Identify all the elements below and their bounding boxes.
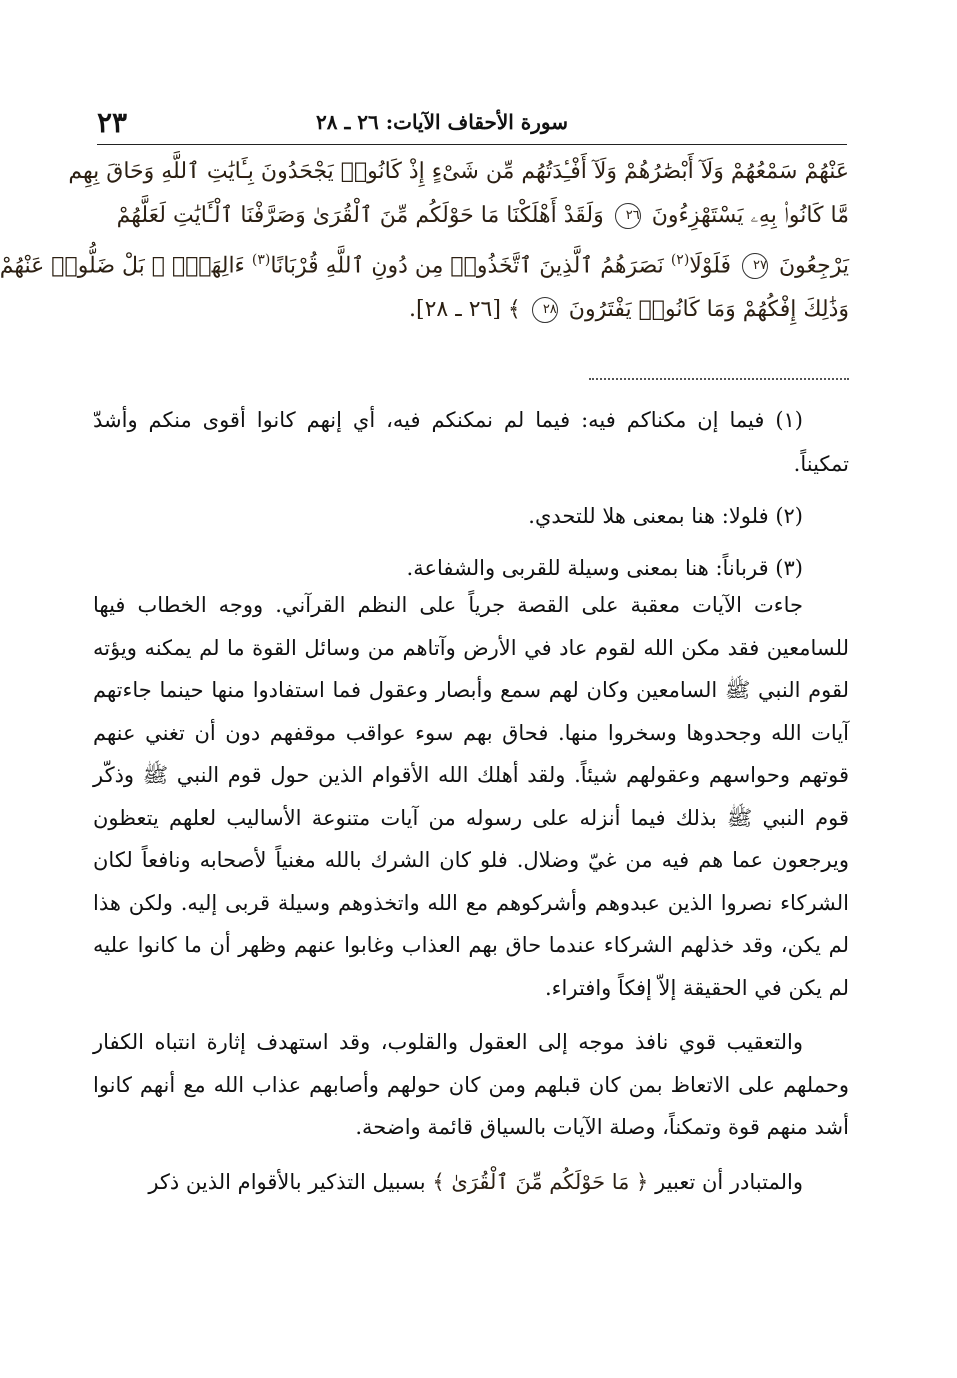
- running-title: سورة الأحقاف الآيات: ٢٦ ـ ٢٨: [316, 110, 568, 134]
- verse-text: يَرْجِعُونَ: [779, 253, 849, 279]
- quran-quote: ﴿ مَا حَوْلَكُم مِّنَ ٱلْقُرَىٰ ﴾: [432, 1169, 649, 1194]
- footnotes: [93, 398, 849, 598]
- verse-line: [68, 150, 849, 194]
- paragraph: والتعقيب قوي نافذ موجه إلى العقول والقلوب، وقد استهدف إثارة انتباه الكفار وحملهم على الاتعاظ بمن كان قبلهم ومن كان حولهم وأصابهم عذاب الله مع أنهم كانوا أشد منهم قوة وتمكناً، وصلة الآيات بالسياق قائمة واضحة.: [93, 1030, 849, 1139]
- footnote-2: (٢) فلولا: هنا بمعنى هلا للتحدي.: [528, 504, 803, 528]
- paragraph: جاءت الآيات معقبة على القصة جرياً على النظم القرآني. ووجه الخطاب فيها للسامعين فقد مكن الله لقوم عاد في الأرض وآتاهم من وسائل القوة ما لم يمكنه ويؤته لقوم النبي ﷺ السامعين وكان لهم سمع وأبصار وعقول فما استفادوا منها حينما جاءتهم آيات الله وجحدوها وسخروا منها. فحاق بهم سوء عواقب موقفهم دون أن تغني عنهم قوتهم وحواسهم وعقولهم شيئاً. ولقد أهلك الله الأقوام الذين حول قوم النبي ﷺ وذكّر قوم النبي ﷺ بذلك فيما أنزله على رسوله من آيات متنوعة الأساليب لعلهم يتعظون ويرجعون عما هم فيه من غيّ وضلال. فلو كان الشرك بالله مغنياً لأصحابه ونافعاً لكان الشركاء نصروا الذين عبدوهم وأشركوهم مع الله واتخذوهم وسيلة قربى إليه. ولكن هذا لم يكن، وقد خذلهم الشركاء عندما حاق بهم العذاب وغابوا عنهم وظهر أن ما كانوا عليه لم يكن في الحقيقة إلاّ إفكاً وافتراء.: [93, 593, 849, 1000]
- verse-text: ءَالِهَةًۢ ۖ بَلْ ضَلُّوا۟ عَنْهُمْ: [0, 253, 245, 279]
- ayah-number-marker: ٢٦: [615, 203, 641, 229]
- paragraph: [93, 1161, 849, 1204]
- verse-text: عَنْهُمْ سَمْعُهُمْ وَلَآ أَبْصَٰرُهُمْ وَلَآ أَفْـِٔدَتُهُم مِّن شَىْءٍ إِذْ كَانُوا۟ يَجْحَدُونَ بِـَٔايَٰتِ ٱللَّهِ وَحَاقَ بِهِم: [68, 159, 849, 184]
- verse-text: مَّا كَانُوا۟ بِهِۦ يَسْتَهْزِءُونَ: [651, 203, 849, 228]
- page-header: [97, 104, 847, 145]
- verse-line: [93, 288, 849, 332]
- verse-reference: ﴾ [٢٦ ـ ٢٨].: [409, 297, 521, 323]
- footnote-ref: (٣): [251, 252, 271, 268]
- ayah-number-marker: ٢٧: [742, 253, 768, 279]
- ayah-number-marker: ٢٨: [532, 297, 558, 323]
- paragraph-text: بسبيل التذكير بالأقوام الذين ذكر: [148, 1169, 426, 1194]
- footnote-1: (١) فيما إن مكناكم فيه: فيما لم نمكنكم فيه، أي إنهم كانوا أقوى منكم وأشدّ تمكيناً.: [93, 408, 849, 476]
- paragraph-text: والمتبادر أن تعبير: [655, 1169, 803, 1194]
- footnote-3: (٣) قرباناً: هنا بمعنى وسيلة للقربى والشفاعة.: [406, 556, 803, 580]
- verse-text: فَلَوْلَا: [689, 253, 731, 279]
- verse-line: [0, 238, 849, 288]
- commentary-text: [93, 584, 849, 1224]
- footnote-ref: (٢): [670, 252, 690, 268]
- verse-line: [93, 194, 849, 238]
- footnote-separator: [589, 378, 849, 380]
- verse-text: وَلَقَدْ أَهْلَكْنَا مَا حَوْلَكُم مِّنَ ٱلْقُرَىٰ وَصَرَّفْنَا ٱلْـَٔايَٰتِ لَعَلَّهُمْ: [116, 203, 604, 228]
- quran-verses: [0, 150, 849, 332]
- verse-text: نَصَرَهُمُ ٱلَّذِينَ ٱتَّخَذُوا۟ مِن دُونِ ٱللَّهِ قُرْبَانًا: [270, 253, 664, 279]
- verse-text: وَذَٰلِكَ إِفْكُهُمْ وَمَا كَانُوا۟ يَفْتَرُونَ: [568, 297, 849, 323]
- page-number: ٢٣: [97, 106, 128, 139]
